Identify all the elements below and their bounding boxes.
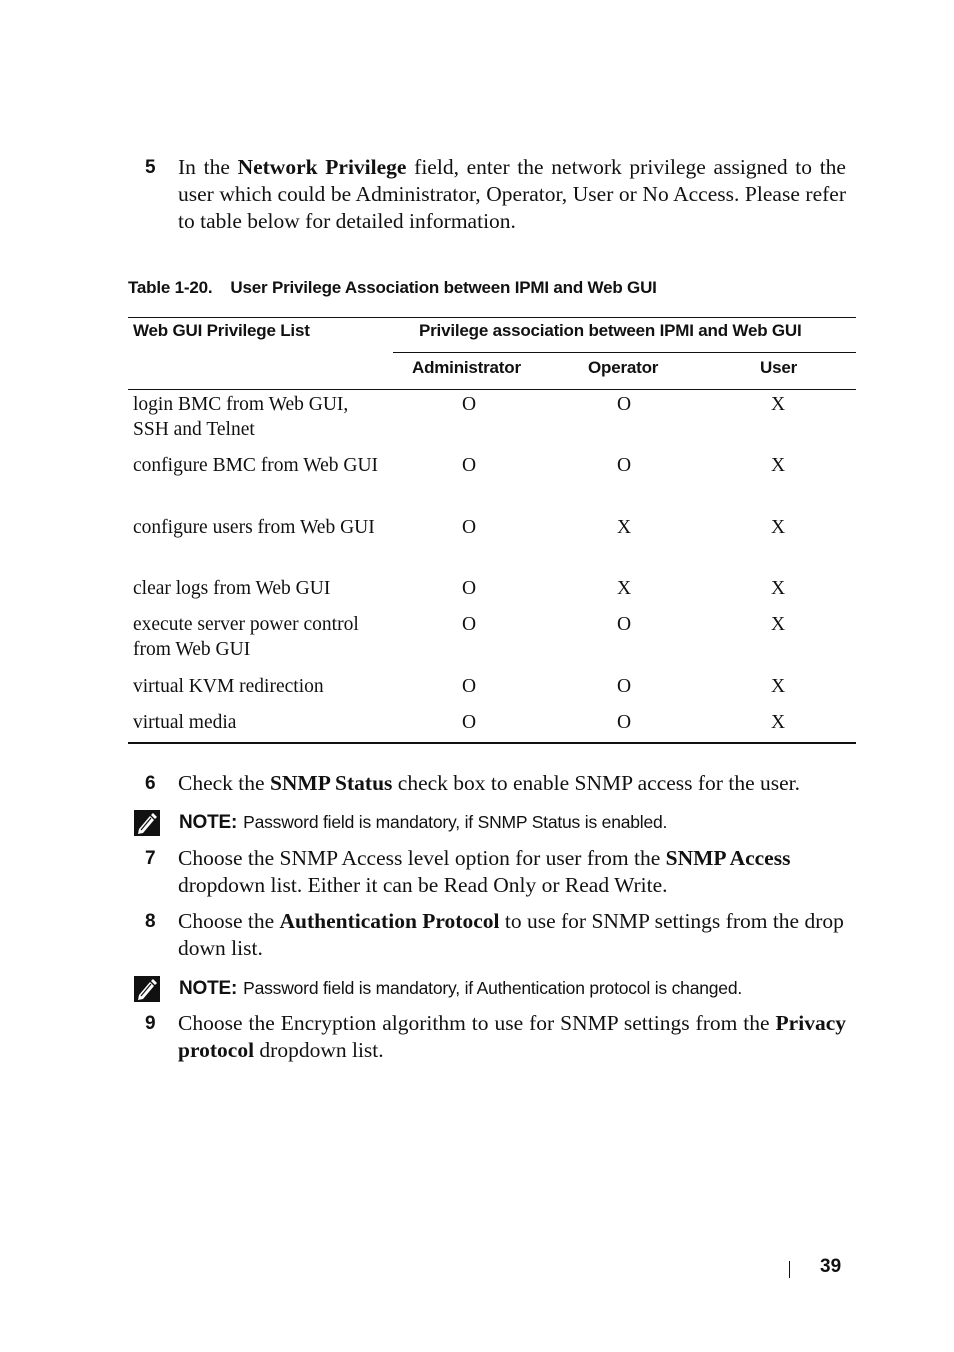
table-title: User Privilege Association between IPMI and Web GUI — [230, 278, 657, 297]
step-text: Choose the SNMP Access level option for user from the SNMP Access dropdown list. Either it can be Read Only or Read Write. — [178, 846, 791, 897]
cell-admin: O — [461, 614, 477, 635]
table-row-label: clear logs from Web GUI — [133, 578, 331, 599]
step-text: Choose the Authentication Protocol to use for SNMP settings from the drop down list. — [178, 909, 844, 960]
step-number: 8 — [145, 911, 156, 932]
cell-user: X — [770, 676, 786, 697]
table-row-label: virtual KVM redirection — [133, 676, 324, 697]
step-number: 7 — [145, 848, 156, 869]
page-number-divider — [789, 1261, 790, 1278]
cell-admin: O — [461, 517, 477, 538]
ui-term: Network Privilege — [237, 155, 407, 179]
table-top-rule — [128, 317, 856, 318]
note-pencil-icon — [133, 975, 161, 1003]
note-pencil-icon — [133, 809, 161, 837]
header-sub-rule — [393, 352, 856, 353]
header-bottom-rule — [128, 389, 856, 390]
cell-user: X — [770, 614, 786, 635]
header-operator: Operator — [588, 358, 659, 377]
table-number: Table 1-20. — [128, 278, 213, 297]
cell-user: X — [770, 712, 786, 733]
cell-operator: O — [616, 676, 632, 697]
table-row-label: configure BMC from Web GUI — [133, 455, 379, 476]
cell-admin: O — [461, 578, 477, 599]
cell-operator: O — [616, 712, 632, 733]
step-number: 9 — [145, 1013, 156, 1034]
step-number: 6 — [145, 773, 156, 794]
cell-operator: X — [616, 578, 632, 599]
step-text: Choose the Encryption algorithm to use for SNMP settings from the Privacy protocol dropdown list. — [178, 1011, 846, 1062]
note-label: NOTE: — [179, 812, 238, 833]
cell-user: X — [770, 394, 786, 415]
table-bottom-rule — [128, 742, 856, 744]
cell-operator: X — [616, 517, 632, 538]
header-privilege-list: Web GUI Privilege List — [133, 321, 310, 340]
cell-user: X — [770, 455, 786, 476]
page-number: 39 — [820, 1256, 842, 1277]
ui-term: SNMP Status — [269, 771, 393, 795]
ui-term: Authentication Protocol — [279, 909, 500, 933]
note-label: NOTE: — [179, 978, 238, 999]
note-text: NOTE: Password field is mandatory, if Authentication protocol is changed. — [179, 978, 743, 999]
cell-operator: O — [616, 455, 632, 476]
ui-term: SNMP Access — [665, 846, 791, 870]
table-row-label: configure users from Web GUI — [133, 517, 375, 538]
cell-admin: O — [461, 455, 477, 476]
table-caption — [128, 278, 868, 298]
cell-admin: O — [461, 676, 477, 697]
table-row-label: execute server power control from Web GUI — [133, 614, 359, 660]
step-text: Check the SNMP Status check box to enable SNMP access for the user. — [178, 771, 800, 795]
header-administrator: Administrator — [412, 358, 521, 377]
cell-user: X — [770, 517, 786, 538]
cell-operator: O — [616, 394, 632, 415]
ui-term: Privacy protocol — [178, 1011, 846, 1062]
cell-operator: O — [616, 614, 632, 635]
cell-user: X — [770, 578, 786, 599]
cell-admin: O — [461, 712, 477, 733]
step-number: 5 — [145, 157, 156, 178]
table-row-label: virtual media — [133, 712, 237, 733]
cell-admin: O — [461, 394, 477, 415]
step-text: In the Network Privilege field, enter the network privilege assigned to the user which could be Administrator, Operator, User or No Access. Please refer to table below for detailed information. — [178, 155, 846, 233]
header-user: User — [760, 358, 798, 377]
table-row-label: login BMC from Web GUI, SSH and Telnet — [133, 394, 349, 440]
note-text: NOTE: Password field is mandatory, if SNMP Status is enabled. — [179, 812, 668, 833]
header-privilege-association: Privilege association between IPMI and Web GUI — [419, 321, 802, 340]
